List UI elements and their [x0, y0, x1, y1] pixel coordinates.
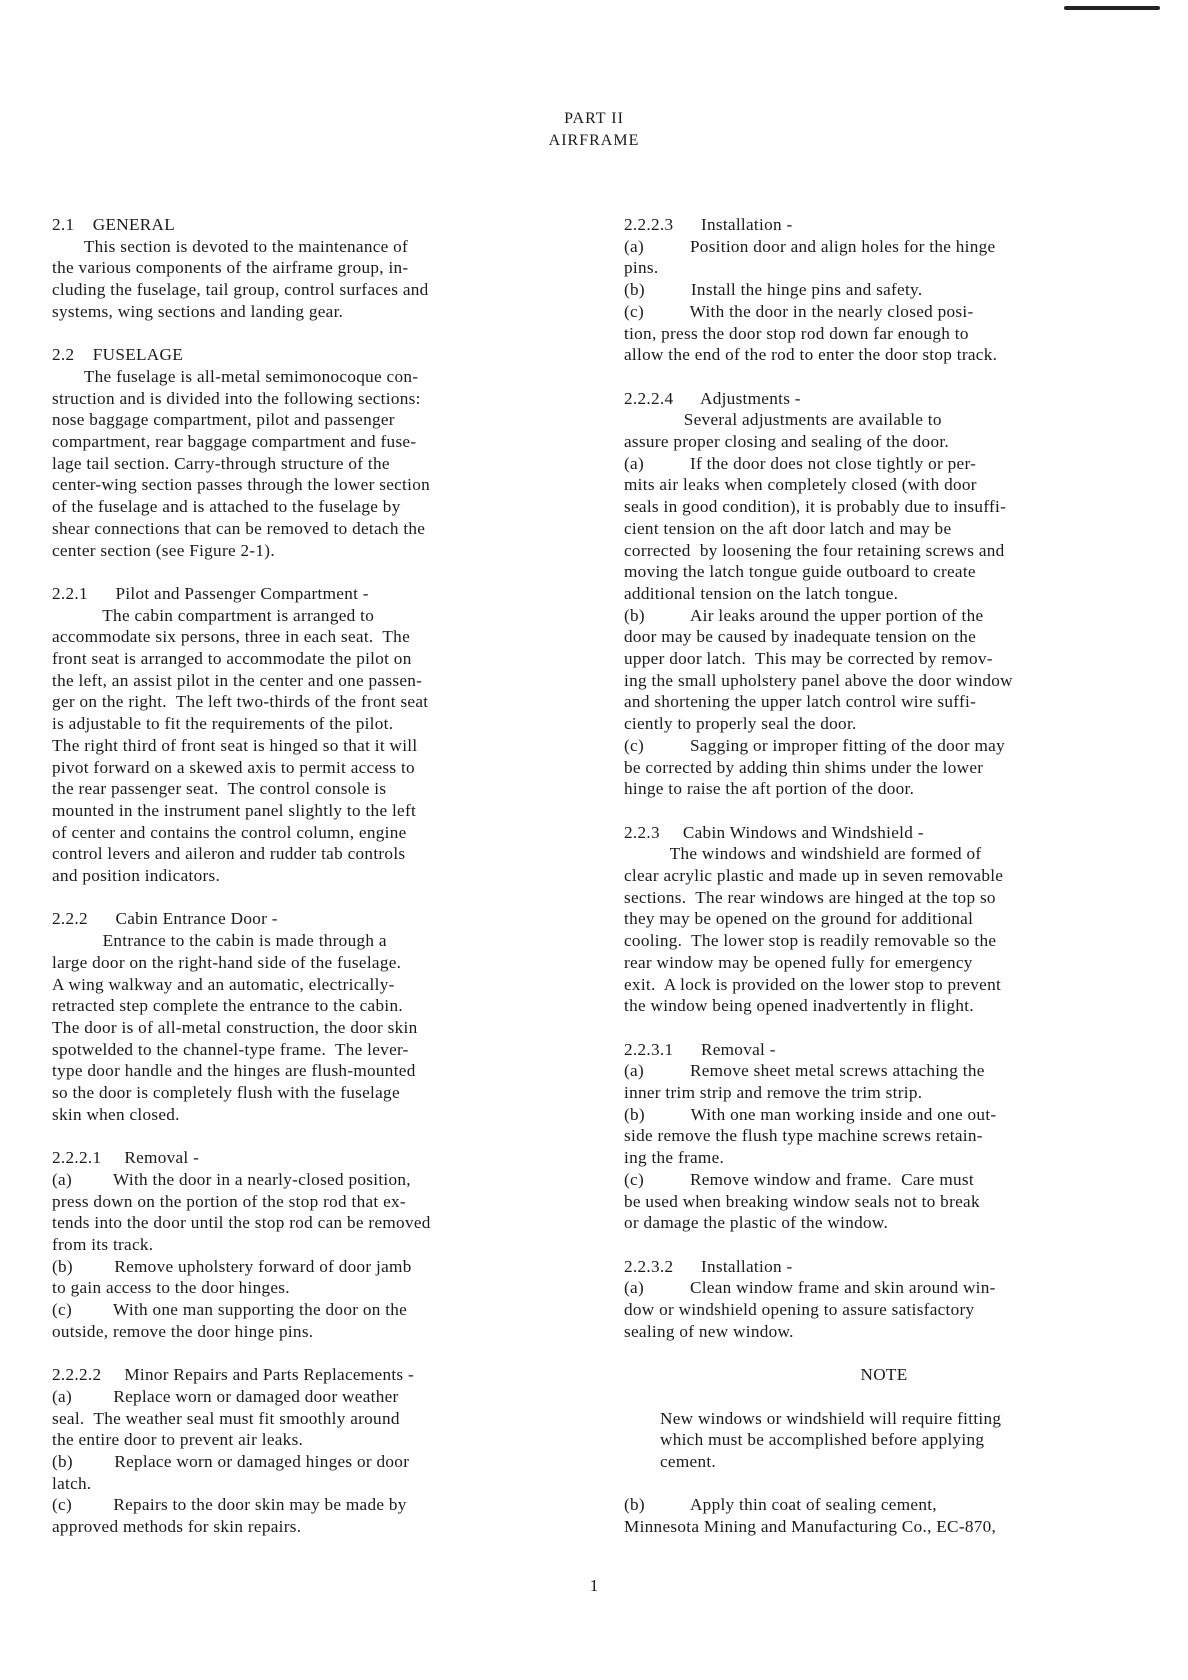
text-line: side remove the flush type machine screws retain- — [624, 1126, 983, 1146]
text-line: (b) Remove upholstery forward of door jamb — [52, 1256, 412, 1276]
paragraph-gap — [52, 887, 552, 909]
text-line: (a) Replace worn or damaged door weather — [52, 1386, 399, 1406]
text-line: (c) With the door in the nearly closed posi- — [624, 301, 974, 321]
text-line: nose baggage compartment, pilot and passenger — [52, 410, 395, 430]
text-line: 2.2.1 Pilot and Passenger Compartment - — [52, 583, 369, 603]
text-line: (c) Remove window and frame. Care must — [624, 1169, 974, 1189]
text-line: hinge to raise the aft portion of the door. — [624, 779, 915, 799]
text-line: lage tail section. Carry-through structure of the — [52, 453, 390, 473]
text-line: (b) Air leaks around the upper portion of the — [624, 605, 984, 625]
text-line: compartment, rear baggage compartment and fuse- — [52, 432, 417, 452]
text-line: approved methods for skin repairs. — [52, 1517, 302, 1537]
text-line: the various components of the airframe group, in- — [52, 258, 409, 278]
text-line: (b) Install the hinge pins and safety. — [624, 280, 923, 300]
text-line: the rear passenger seat. The control console is — [52, 779, 387, 799]
text-line: 2.2 FUSELAGE — [52, 345, 184, 365]
text-line: 2.1 GENERAL — [52, 215, 176, 234]
text-line: rear window may be opened fully for emergency — [624, 952, 973, 972]
text-line: This section is devoted to the maintenance of — [52, 236, 409, 256]
text-line: (a) Clean window frame and skin around win- — [624, 1278, 996, 1298]
text-line: The fuselage is all-metal semimonocoque con- — [52, 366, 419, 386]
text-line: The door is of all-metal construction, the door skin — [52, 1017, 418, 1037]
text-line: The cabin compartment is arranged to — [52, 605, 375, 625]
text-line: Several adjustments are available to — [624, 410, 942, 430]
text-line: The right third of front seat is hinged so that it will — [52, 735, 418, 755]
paragraph-gap — [624, 1343, 1144, 1365]
text-line: A wing walkway and an automatic, electrically- — [52, 974, 395, 994]
text-line: pivot forward on a skewed axis to permit access to — [52, 757, 415, 777]
paragraph-gap — [624, 1386, 1144, 1408]
text-section — [624, 214, 1144, 366]
text-line: dow or windshield opening to assure satisfactory — [624, 1300, 975, 1320]
text-line: so the door is completely flush with the fuselage — [52, 1083, 400, 1103]
text-line: ing the small upholstery panel above the door window — [624, 670, 1013, 690]
text-line: (a) With the door in a nearly-closed position, — [52, 1169, 411, 1189]
text-line: to gain access to the door hinges. — [52, 1278, 290, 1298]
text-line: the left, an assist pilot in the center and one passen- — [52, 670, 423, 690]
text-line: tends into the door until the stop rod can be removed — [52, 1213, 431, 1233]
text-line: 2.2.2.4 Adjustments - — [624, 388, 801, 408]
text-line: spotwelded to the channel-type frame. The lever- — [52, 1039, 409, 1059]
text-line: is adjustable to fit the requirements of the pilot. — [52, 714, 394, 734]
text-line: the entire door to prevent air leaks. — [52, 1430, 304, 1450]
text-line: be used when breaking window seals not to break — [624, 1191, 980, 1211]
text-line: assure proper closing and sealing of the door. — [624, 432, 950, 452]
text-line: 2.2.3.1 Removal - — [624, 1039, 776, 1059]
paragraph-gap — [624, 1017, 1144, 1039]
text-line: 2.2.3 Cabin Windows and Windshield - — [624, 822, 924, 842]
text-line: skin when closed. — [52, 1104, 180, 1124]
text-line: seal. The weather seal must fit smoothly around — [52, 1408, 400, 1428]
scan-mark — [1064, 6, 1160, 10]
text-section — [52, 908, 552, 1125]
text-line: (a) If the door does not close tightly or per- — [624, 453, 977, 473]
text-line: center-wing section passes through the lower section — [52, 475, 430, 495]
text-line: (c) Sagging or improper fitting of the door may — [624, 735, 1006, 755]
text-section — [624, 1256, 1144, 1343]
right-column — [624, 214, 1144, 1538]
text-line: from its track. — [52, 1234, 154, 1254]
text-line: accommodate six persons, three in each seat. The — [52, 627, 411, 647]
text-line: large door on the right-hand side of the fuselage. — [52, 952, 402, 972]
text-section — [624, 822, 1144, 1017]
text-line: (b) Replace worn or damaged hinges or door — [52, 1452, 410, 1471]
text-line: and position indicators. — [52, 866, 221, 886]
text-line: (c) Repairs to the door skin may be made by — [52, 1495, 407, 1515]
text-line: pins. — [624, 258, 659, 278]
note-line: which must be accomplished before applying — [660, 1430, 985, 1450]
text-line: upper door latch. This may be corrected by remov- — [624, 649, 993, 669]
left-column — [52, 214, 552, 1538]
text-line: type door handle and the hinges are flush-mounted — [52, 1061, 416, 1081]
text-line: latch. — [52, 1473, 92, 1493]
text-line: (a) Position door and align holes for the hinge — [624, 236, 996, 256]
text-line: 2.2.2.3 Installation - — [624, 215, 793, 234]
text-section — [52, 583, 552, 887]
note-line: cement. — [660, 1451, 717, 1471]
text-section — [52, 214, 552, 323]
text-line: be corrected by adding thin shims under the lower — [624, 757, 984, 777]
text-line: exit. A lock is provided on the lower stop to prevent — [624, 974, 1002, 994]
text-line: Minnesota Mining and Manufacturing Co., EC-870, — [624, 1517, 997, 1537]
page-number: 1 — [589, 1576, 599, 1595]
text-section — [52, 344, 552, 561]
note-title: NOTE — [860, 1365, 908, 1385]
text-line: 2.2.3.2 Installation - — [624, 1256, 793, 1276]
text-line: the window being opened inadvertently in flight. — [624, 996, 974, 1016]
text-line: clear acrylic plastic and made up in seven removable — [624, 866, 1004, 886]
text-line: struction and is divided into the following sections: — [52, 388, 421, 408]
text-line: seals in good condition), it is probably due to insuffi- — [624, 497, 1007, 517]
text-line: retracted step complete the entrance to the cabin. — [52, 996, 403, 1016]
page-header — [0, 108, 1188, 152]
text-line: of the fuselage and is attached to the fuselage by — [52, 497, 401, 517]
text-line: cluding the fuselage, tail group, control surfaces and — [52, 280, 429, 300]
paragraph-gap — [52, 323, 552, 345]
text-line: moving the latch tongue guide outboard to create — [624, 562, 976, 582]
text-line: (b) Apply thin coat of sealing cement, — [624, 1495, 937, 1515]
paragraph-gap — [624, 1234, 1144, 1256]
text-line: 2.2.2.2 Minor Repairs and Parts Replacements - — [52, 1365, 415, 1385]
text-section — [52, 1147, 552, 1342]
text-line: cient tension on the aft door latch and may be — [624, 518, 952, 538]
text-line: tion, press the door stop rod down far enough to — [624, 323, 969, 343]
paragraph-gap — [52, 561, 552, 583]
note-line: New windows or windshield will require fitting — [660, 1408, 1002, 1428]
text-line: 2.2.2.1 Removal - — [52, 1148, 200, 1168]
text-line: press down on the portion of the stop rod that ex- — [52, 1191, 406, 1211]
text-line: 2.2.2 Cabin Entrance Door - — [52, 909, 278, 929]
text-line: control levers and aileron and rudder tab controls — [52, 844, 406, 864]
text-line: additional tension on the latch tongue. — [624, 583, 899, 603]
text-line: systems, wing sections and landing gear. — [52, 301, 344, 321]
text-line: ing the frame. — [624, 1148, 725, 1168]
text-line: they may be opened on the ground for additional — [624, 909, 974, 929]
text-line: door may be caused by inadequate tension on the — [624, 627, 977, 647]
text-line: center section (see Figure 2-1). — [52, 540, 275, 560]
text-line: cooling. The lower stop is readily removable so the — [624, 931, 997, 951]
text-line: ciently to properly seal the door. — [624, 714, 857, 734]
text-line: sealing of new window. — [624, 1321, 794, 1341]
note-body — [624, 1408, 1144, 1473]
paragraph-gap — [624, 1473, 1144, 1495]
text-line: front seat is arranged to accommodate the pilot on — [52, 649, 412, 669]
text-line: allow the end of the rod to enter the door stop track. — [624, 345, 998, 365]
paragraph-gap — [624, 800, 1144, 822]
paragraph-gap — [624, 366, 1144, 388]
part-label: PART II — [564, 110, 624, 127]
paragraph-gap — [52, 1343, 552, 1365]
text-line: inner trim strip and remove the trim strip. — [624, 1083, 923, 1103]
text-line: Entrance to the cabin is made through a — [52, 931, 387, 951]
text-line: corrected by loosening the four retaining screws and — [624, 540, 1005, 560]
text-section — [624, 388, 1144, 800]
text-line: and shortening the upper latch control wire suffi- — [624, 692, 977, 712]
text-line: (a) Remove sheet metal screws attaching the — [624, 1061, 985, 1081]
paragraph-gap — [52, 1125, 552, 1147]
section-title: AIRFRAME — [548, 132, 640, 149]
text-section — [52, 1364, 552, 1538]
text-line: mounted in the instrument panel slightly to the left — [52, 800, 417, 820]
text-section — [624, 1039, 1144, 1234]
text-line: ger on the right. The left two-thirds of the front seat — [52, 692, 429, 712]
text-line: of center and contains the control column, engine — [52, 822, 407, 842]
text-line: mits air leaks when completely closed (with door — [624, 475, 977, 495]
text-line: shear connections that can be removed to detach the — [52, 518, 426, 538]
text-line: outside, remove the door hinge pins. — [52, 1321, 314, 1341]
text-line: The windows and windshield are formed of — [624, 844, 982, 864]
text-line: (b) With one man working inside and one out- — [624, 1104, 997, 1124]
text-line: (c) With one man supporting the door on the — [52, 1300, 408, 1320]
text-line: sections. The rear windows are hinged at the top so — [624, 887, 996, 907]
text-section — [624, 1494, 1144, 1537]
text-line: or damage the plastic of the window. — [624, 1213, 889, 1233]
